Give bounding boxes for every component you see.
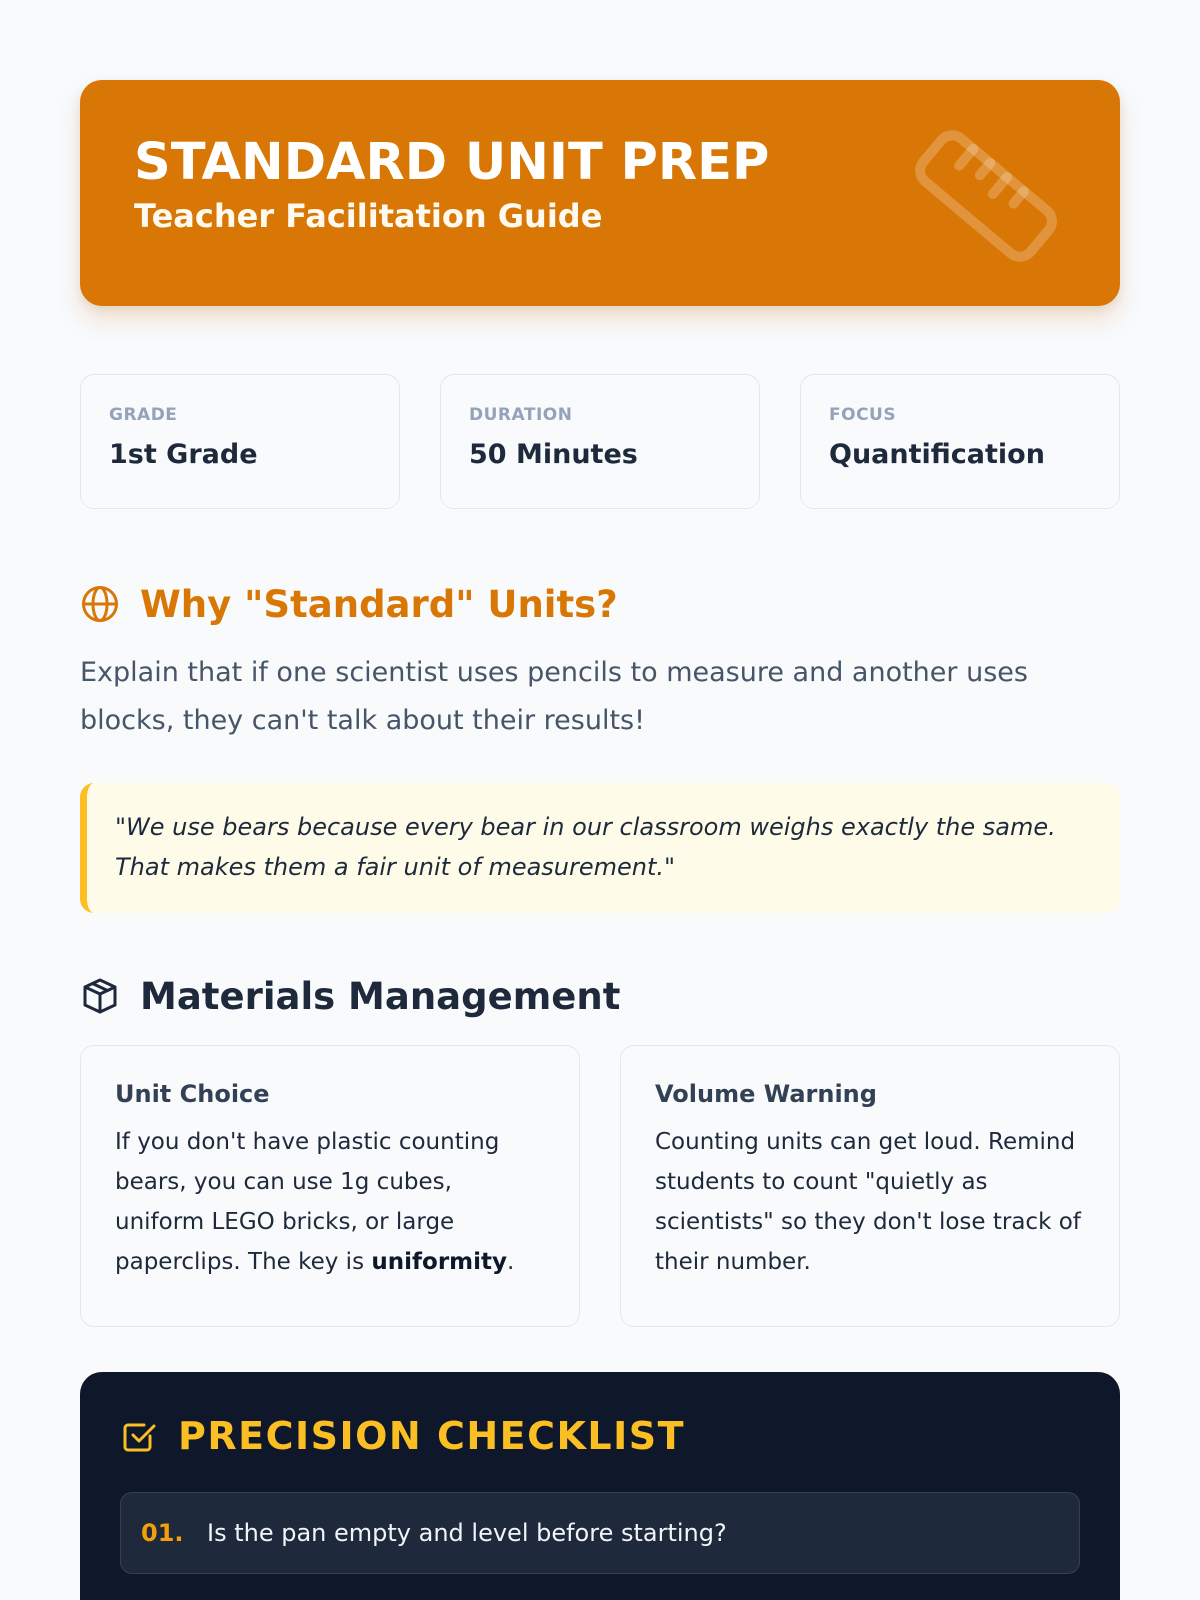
checklist-item[interactable] (120, 1492, 1080, 1574)
checkbox-icon (120, 1417, 158, 1455)
materials-cards (80, 1045, 1120, 1327)
globe-icon (80, 584, 120, 624)
section-text: Explain that if one scientist uses pencils to measure and another uses blocks, they can't talk about their results! (80, 657, 1028, 736)
section-heading (80, 579, 1120, 629)
header-banner (80, 80, 1120, 306)
section-title: Materials Management (140, 974, 621, 1018)
section-heading (80, 971, 1120, 1021)
checklist-title: PRECISION CHECKLIST (178, 1414, 686, 1458)
card-text: If you don't have plastic counting bears, you can use 1g cubes, uniform LEGO bricks, or large paperclips. The key is uniformity. (115, 1129, 515, 1275)
card-text: Counting units can get loud. Remind students to count "quietly as scientists" so they don't lose track of their number. (655, 1129, 1081, 1275)
duration-card (440, 374, 760, 509)
volume-warning-card (620, 1045, 1120, 1327)
focus-card (800, 374, 1120, 509)
item-number: 01. (141, 1519, 184, 1547)
section-title: Why "Standard" Units? (140, 582, 618, 626)
card-label: GRADE (109, 405, 178, 425)
card-value: 1st Grade (109, 439, 258, 470)
card-value: Quantification (829, 439, 1045, 470)
card-label: DURATION (469, 405, 573, 425)
item-text: Is the pan empty and level before starting? (207, 1519, 727, 1547)
box-icon (80, 976, 120, 1016)
page-subtitle: Teacher Facilitation Guide (134, 197, 603, 235)
grade-card (80, 374, 400, 509)
why-section (80, 579, 1120, 913)
page-title: STANDARD UNIT PREP (134, 133, 770, 192)
card-label: FOCUS (829, 405, 897, 425)
checklist-heading (120, 1412, 1080, 1460)
ruler-icon (906, 116, 1066, 276)
emphasis-text: uniformity (371, 1249, 507, 1275)
unit-choice-card (80, 1045, 580, 1327)
precision-checklist (80, 1372, 1120, 1600)
card-title: Volume Warning (655, 1080, 877, 1108)
info-cards (80, 374, 1120, 509)
materials-section (80, 971, 1120, 1327)
teacher-quote: "We use bears because every bear in our classroom weighs exactly the same. That makes them a fair unit of measurement." (80, 783, 1120, 913)
card-title: Unit Choice (115, 1080, 270, 1108)
card-value: 50 Minutes (469, 439, 638, 470)
